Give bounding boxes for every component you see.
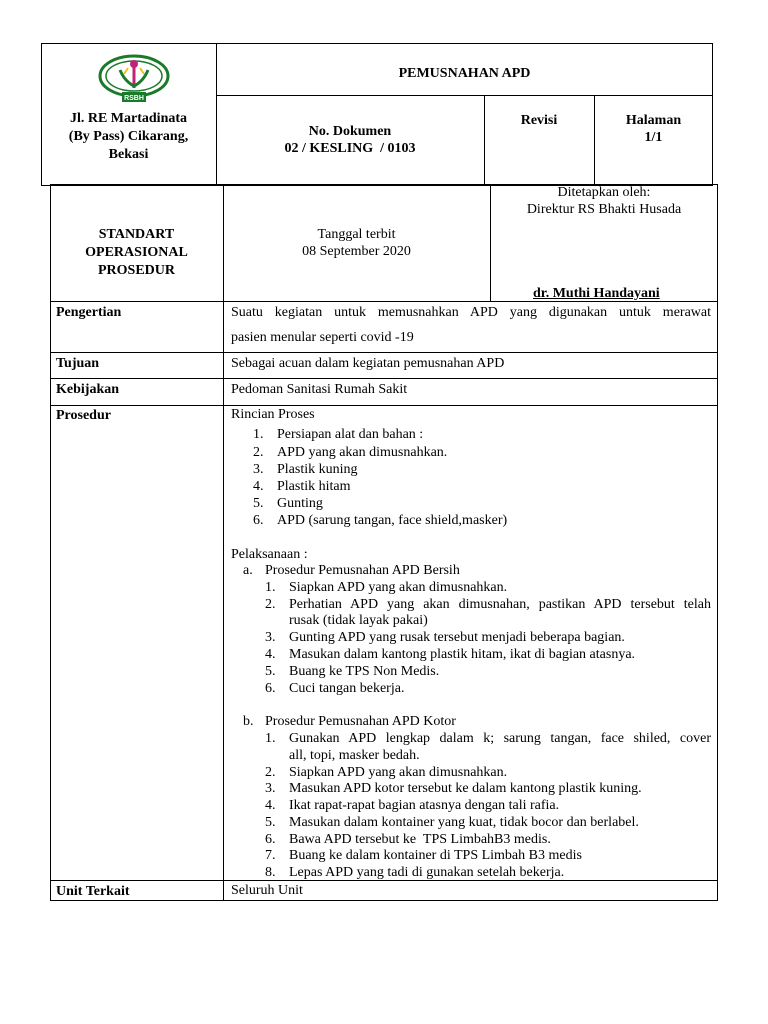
step-number: 2.: [265, 597, 276, 612]
document-number-label: No. Dokumen: [308, 124, 392, 139]
sub-b-marker: b.: [243, 714, 254, 729]
step-text: Buang ke dalam kontainer di TPS Limbah B3 medis: [289, 848, 582, 863]
pengertian-label: Pengertian: [56, 305, 122, 320]
approved-by: Direktur RS Bhakti Husada: [526, 202, 682, 217]
step-number: 6.: [265, 832, 276, 847]
step-number: 5.: [265, 815, 276, 830]
approved-label: Ditetapkan oleh:: [557, 185, 651, 200]
step-number: 2.: [265, 765, 276, 780]
list-number: 2.: [253, 445, 264, 460]
step-text: Cuci tangan bekerja.: [289, 681, 405, 696]
tujuan-label: Tujuan: [56, 356, 100, 371]
step-text: Siapkan APD yang akan dimusnahkan.: [289, 580, 508, 595]
address-line: Bekasi: [108, 147, 149, 162]
pengertian-line-2: pasien menular seperti covid -19: [231, 330, 414, 345]
step-text: Siapkan APD yang akan dimusnahkan.: [289, 765, 508, 780]
step-number: 4.: [265, 647, 276, 662]
step-text: Masukan dalam kantong plastik hitam, ikat di bagian atasnya.: [289, 647, 636, 662]
step-number: 4.: [265, 798, 276, 813]
issue-date-label: Tanggal terbit: [317, 227, 396, 242]
hospital-address: [41, 110, 216, 164]
step-text-continued: rusak (tidak layak pakai): [289, 613, 428, 628]
step-number: 7.: [265, 848, 276, 863]
sub-a-marker: a.: [243, 563, 253, 578]
step-number: 3.: [265, 630, 276, 645]
step-number: 8.: [265, 865, 276, 880]
address-line: (By Pass) Cikarang,: [68, 129, 189, 144]
unit-terkait-text: Seluruh Unit: [231, 883, 303, 898]
sop-type-line: OPERASIONAL: [85, 245, 188, 260]
sop-type: [50, 226, 223, 280]
list-item: APD yang akan dimusnahkan.: [277, 445, 448, 460]
prosedur-label: Prosedur: [56, 408, 111, 423]
step-text: Perhatian APD yang akan dimusnahan, pastikan APD tersebut telah: [289, 597, 711, 612]
document-title: PEMUSNAHAN APD: [398, 66, 531, 81]
sub-a-title: Prosedur Pemusnahan APD Bersih: [265, 563, 460, 578]
step-text: Masukan APD kotor tersebut ke dalam kantong plastik kuning.: [289, 781, 642, 796]
step-text-continued: all, topi, masker bedah.: [289, 748, 420, 763]
sub-b-title: Prosedur Pemusnahan APD Kotor: [265, 714, 456, 729]
list-number: 6.: [253, 513, 264, 528]
list-number: 5.: [253, 496, 264, 511]
step-number: 6.: [265, 681, 276, 696]
step-text: Buang ke TPS Non Medis.: [289, 664, 440, 679]
sop-type-line: STANDART: [98, 227, 175, 242]
step-text: Gunting APD yang rusak tersebut menjadi beberapa bagian.: [289, 630, 625, 645]
list-number: 4.: [253, 479, 264, 494]
list-number: 3.: [253, 462, 264, 477]
signatory-name: dr. Muthi Handayani: [533, 286, 660, 301]
list-item: Gunting: [277, 496, 323, 511]
step-number: 1.: [265, 731, 276, 746]
list-item: APD (sarung tangan, face shield,masker): [277, 513, 508, 528]
address-line: Jl. RE Martadinata: [69, 111, 188, 126]
step-text: Bawa APD tersebut ke TPS LimbahB3 medis.: [289, 832, 551, 847]
list-item: Persiapan alat dan bahan :: [277, 427, 424, 442]
page-value: 1/1: [644, 130, 663, 145]
list-number: 1.: [253, 427, 264, 442]
issue-date-block: [223, 226, 490, 260]
kebijakan-text: Pedoman Sanitasi Rumah Sakit: [231, 382, 408, 397]
page-label: Halaman: [625, 113, 682, 128]
step-text: Masukan dalam kontainer yang kuat, tidak bocor dan berlabel.: [289, 815, 639, 830]
kebijakan-label: Kebijakan: [56, 382, 120, 397]
list-item: Plastik hitam: [277, 479, 351, 494]
step-text: Gunakan APD lengkap dalam k; sarung tangan, face shiled, cover: [289, 731, 711, 746]
revision-label: Revisi: [520, 113, 558, 128]
step-number: 1.: [265, 580, 276, 595]
pengertian-line-1: Suatu kegiatan untuk memusnahkan APD yang digunakan untuk merawat: [231, 305, 711, 320]
document-number-block: [216, 123, 484, 157]
hospital-logo: [96, 54, 172, 106]
issue-date: 08 September 2020: [302, 244, 411, 259]
step-text: Lepas APD yang tadi di gunakan setelah bekerja.: [289, 865, 565, 880]
logo-text: RSBH: [124, 95, 144, 102]
tujuan-text: Sebagai acuan dalam kegiatan pemusnahan APD: [231, 356, 505, 371]
pelaksanaan-label: Pelaksanaan :: [231, 547, 308, 562]
list-item: Plastik kuning: [277, 462, 358, 477]
prosedur-intro: Rincian Proses: [231, 407, 315, 422]
sop-type-line: PROSEDUR: [97, 263, 175, 278]
step-text: Ikat rapat-rapat bagian atasnya dengan tali rafia.: [289, 798, 560, 813]
unit-terkait-label: Unit Terkait: [56, 884, 130, 899]
step-number: 5.: [265, 664, 276, 679]
document-number: 02 / KESLING / 0103: [284, 141, 416, 156]
approval-block: [490, 184, 718, 218]
page-info: [594, 112, 713, 146]
step-number: 3.: [265, 781, 276, 796]
